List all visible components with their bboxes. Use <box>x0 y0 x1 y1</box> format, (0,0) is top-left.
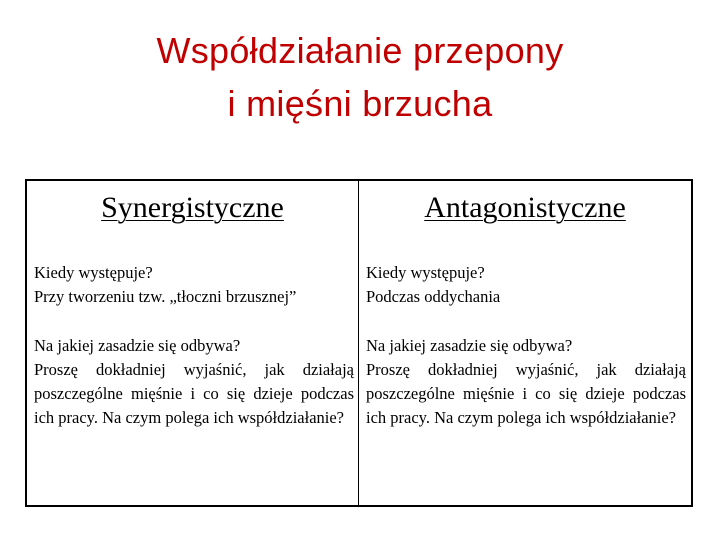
spacer <box>366 309 686 334</box>
synergistic-answer-when: Przy tworzeniu tzw. „tłoczni brzusznej” <box>34 287 297 306</box>
antagonistic-header: Antagonistyczne <box>424 191 626 224</box>
antagonistic-answer-when: Podczas oddychania <box>366 287 501 306</box>
synergistic-answer-how: Proszę dokładniej wyjaśnić, jak działają poszczególne mięśnie i co się dzieje podczas ich pracy. Na czym polega ich współdziałanie? <box>34 360 354 427</box>
synergistic-question-when: Kiedy występuje? <box>34 263 153 282</box>
antagonistic-question-how: Na jakiej zasadzie się odbywa? <box>366 336 573 355</box>
synergistic-column <box>27 181 359 505</box>
synergistic-header: Synergistyczne <box>101 191 284 224</box>
spacer <box>34 309 354 334</box>
antagonistic-answer-how: Proszę dokładniej wyjaśnić, jak działają poszczególne mięśnie i co się dzieje podczas ich pracy. Na czym polega ich współdziałanie? <box>366 360 686 427</box>
synergistic-question-how: Na jakiej zasadzie się odbywa? <box>34 336 241 355</box>
synergistic-body <box>34 261 354 430</box>
slide-title-line-2: i mięśni brzucha <box>227 83 493 124</box>
slide-title-line-1: Współdziałanie przepony <box>156 30 564 71</box>
slide-title <box>0 24 720 130</box>
antagonistic-body <box>366 261 686 430</box>
antagonistic-question-when: Kiedy występuje? <box>366 263 485 282</box>
antagonistic-column <box>359 181 691 505</box>
comparison-table <box>25 179 693 507</box>
